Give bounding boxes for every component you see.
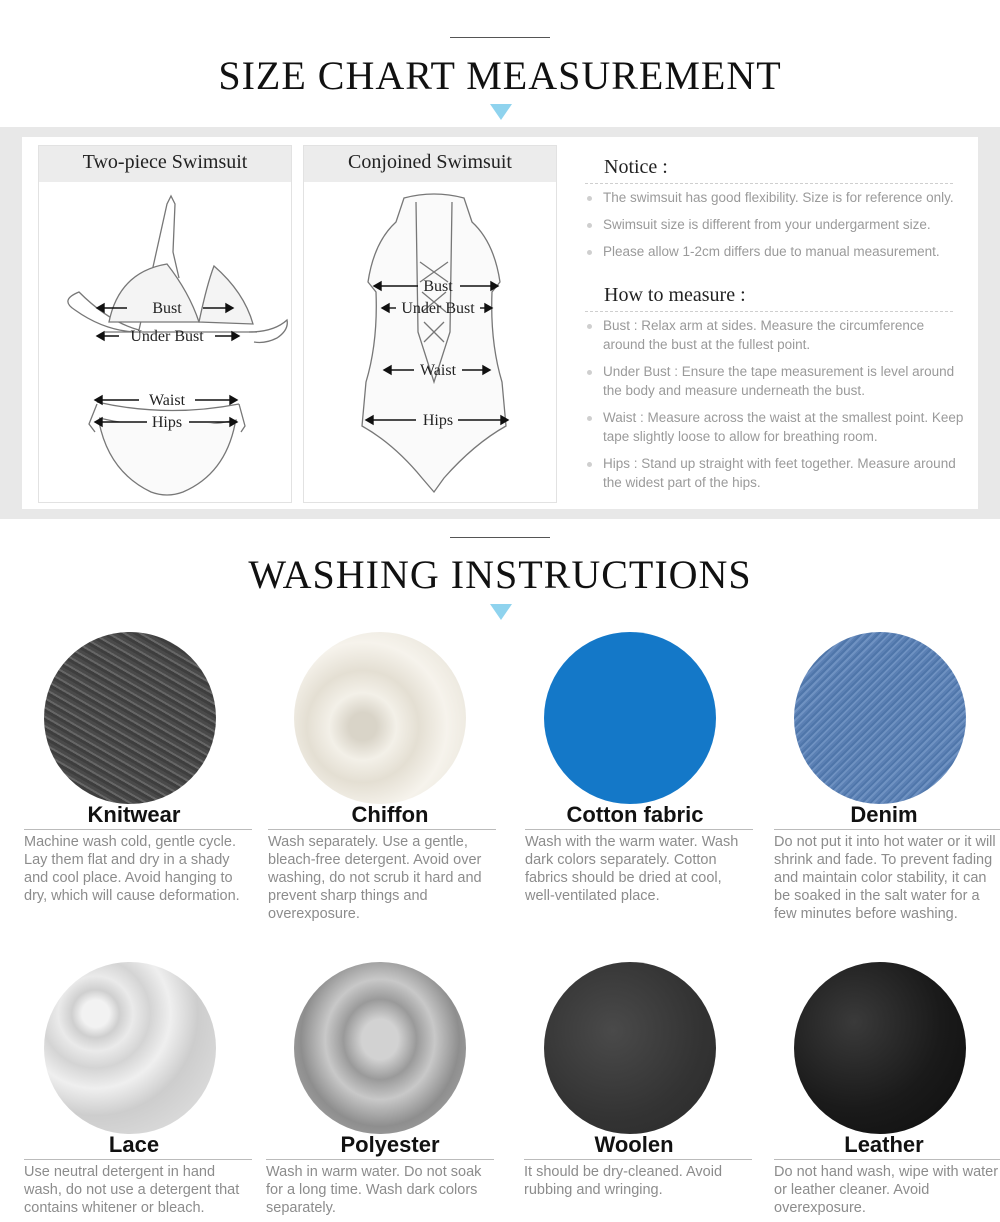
label-under-bust: Under Bust xyxy=(130,328,204,345)
fabric-divider xyxy=(24,829,252,830)
conjoined-swimsuit-illustration xyxy=(304,182,556,502)
notice-title: Notice : xyxy=(604,156,668,178)
fabric-divider xyxy=(774,829,1000,830)
down-triangle-icon xyxy=(490,104,512,120)
card-title: Conjoined Swimsuit xyxy=(304,146,556,182)
measure-item: Under Bust : Ensure the tape measurement is level around the body and measure underneath the bust. xyxy=(603,363,965,400)
size-chart-header xyxy=(0,0,1000,127)
fabric-desc: Do not put it into hot water or it will shrink and fade. To prevent fading and maintain color stability, it can be soaked in the salt water for a few minutes before washing. xyxy=(774,834,996,922)
fabric-name: Leather xyxy=(844,1132,924,1157)
fabric-divider xyxy=(524,1159,752,1160)
label-hips: Hips xyxy=(151,414,183,431)
label-under-bust: Under Bust xyxy=(401,300,475,317)
label-waist: Waist xyxy=(148,392,186,409)
fabric-name: Denim xyxy=(850,802,918,827)
notice-divider xyxy=(585,183,953,184)
knitwear-swatch xyxy=(44,632,216,804)
two-piece-card xyxy=(38,145,292,503)
fabric-divider xyxy=(268,829,496,830)
leather-swatch xyxy=(794,962,966,1134)
cotton-swatch xyxy=(544,632,716,804)
how-to-divider xyxy=(585,311,953,312)
fabric-desc: Do not hand wash, wipe with water or leather cleaner. Avoid overexposure. xyxy=(774,1164,999,1216)
fabric-name: Lace xyxy=(108,1132,160,1157)
fabric-desc: Wash with the warm water. Wash dark colors separately. Cotton fabrics should be dried at cool, well-ventilated place. xyxy=(525,834,739,904)
fabric-divider xyxy=(774,1159,1000,1160)
fabric-name: Cotton fabric xyxy=(566,802,704,827)
polyester-swatch xyxy=(294,962,466,1134)
conjoined-card xyxy=(303,145,557,503)
notice-item: Swimsuit size is different from your undergarment size. xyxy=(603,216,965,235)
fabric-name: Knitwear xyxy=(87,802,181,827)
label-hips: Hips xyxy=(422,412,454,429)
fabric-desc: It should be dry-cleaned. Avoid rubbing and wringing. xyxy=(524,1164,723,1198)
washing-header xyxy=(0,519,1000,629)
header-rule xyxy=(450,37,550,38)
chiffon-swatch xyxy=(294,632,466,804)
woolen-swatch xyxy=(544,962,716,1134)
notice-item: The swimsuit has good flexibility. Size is for reference only. xyxy=(603,189,965,208)
fabric-divider xyxy=(525,829,753,830)
size-chart-title: SIZE CHART MEASUREMENT xyxy=(218,53,782,98)
measure-item: Bust : Relax arm at sides. Measure the circumference around the bust at the fullest point. xyxy=(603,317,965,354)
fabric-desc: Use neutral detergent in hand wash, do not use a detergent that contains whitener or bleach. xyxy=(24,1164,240,1216)
lace-swatch xyxy=(44,962,216,1134)
fabric-name: Chiffon xyxy=(351,802,429,827)
washing-title: WASHING INSTRUCTIONS xyxy=(248,552,752,597)
label-waist: Waist xyxy=(419,362,457,379)
denim-swatch xyxy=(794,632,966,804)
fabric-name: Woolen xyxy=(594,1132,674,1157)
label-bust: Bust xyxy=(423,278,453,295)
fabric-desc: Wash in warm water. Do not soak for a long time. Wash dark colors separately. xyxy=(266,1164,482,1216)
label-bust: Bust xyxy=(152,300,182,317)
fabric-divider xyxy=(24,1159,252,1160)
down-triangle-icon xyxy=(490,604,512,620)
fabric-name: Polyester xyxy=(340,1132,440,1157)
two-piece-swimsuit-illustration xyxy=(39,182,291,502)
measure-item: Hips : Stand up straight with feet together. Measure around the widest part of the hips. xyxy=(603,455,965,492)
fabric-desc: Machine wash cold, gentle cycle. Lay them flat and dry in a shady and cool place. Avoid hanging to dry, which will cause deformation. xyxy=(24,834,240,904)
fabric-desc: Wash separately. Use a gentle, bleach-free detergent. Avoid over washing, do not scrub it hard and prevent sharp things and overexposure. xyxy=(268,834,482,922)
fabric-divider xyxy=(266,1159,494,1160)
how-to-measure-title: How to measure : xyxy=(604,284,746,306)
header-rule xyxy=(450,537,550,538)
measure-item: Waist : Measure across the waist at the smallest point. Keep tape slightly loose to allow for breathing room. xyxy=(603,409,965,446)
notice-item: Please allow 1-2cm differs due to manual measurement. xyxy=(603,243,965,262)
card-title: Two-piece Swimsuit xyxy=(39,146,291,182)
